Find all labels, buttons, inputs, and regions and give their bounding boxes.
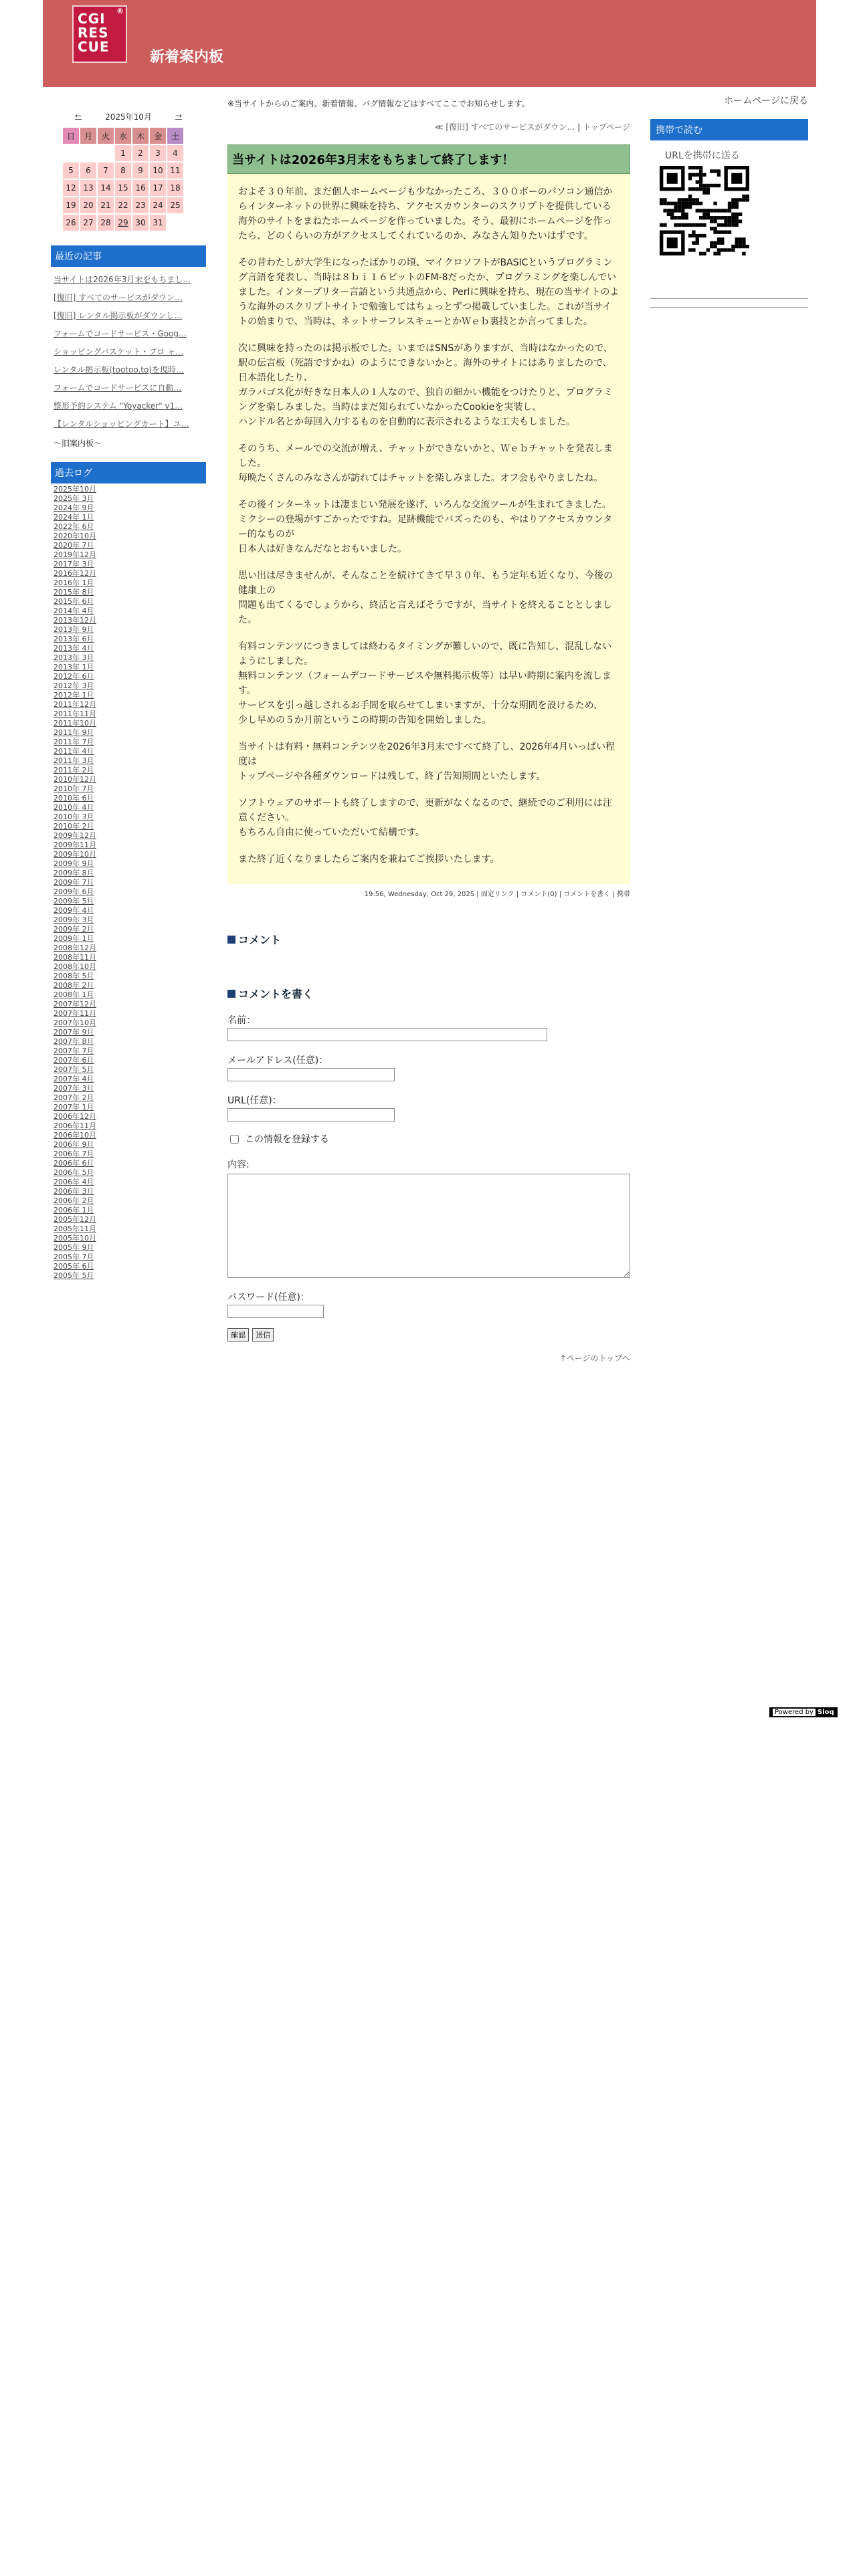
nav-separator: | (577, 122, 581, 132)
archive-month-link[interactable]: 2020年10月 (54, 532, 96, 540)
archive-month-link[interactable]: 2005年 7月 (54, 1253, 94, 1261)
archive-month-link[interactable]: 2007年 1月 (54, 1103, 94, 1111)
archive-month-link[interactable]: 2016年 1月 (54, 578, 94, 587)
archive-month-link[interactable]: 2008年11月 (54, 953, 96, 962)
comments-link[interactable]: コメント(0) (520, 891, 557, 898)
archive-month-link[interactable]: 2013年 1月 (54, 663, 94, 671)
archive-month-link[interactable]: 2007年12月 (54, 1000, 96, 1008)
archive-month-link[interactable]: 2013年 3月 (54, 653, 94, 662)
archive-title: 過去ログ (51, 462, 206, 484)
archive-month-link[interactable]: 2011年 2月 (54, 766, 94, 774)
calendar-day: 14 (98, 180, 114, 196)
recent-entry-link[interactable]: 整形予約システム "Yoyacker" v1… (54, 401, 183, 411)
archive-month-link[interactable]: 2007年 9月 (54, 1028, 94, 1037)
entry-paragraph: 当サイトは有料・無料コンテンツを2026年3月末ですべて終了し、2026年4月いっぱい程度は トップページや各種ダウンロードは残して、終了告知期間といたします。 (238, 742, 615, 782)
mail-label: メールアドレス(任意)： (227, 1055, 328, 1066)
remember-label: この情報を登録する (245, 1134, 329, 1145)
archive-month-link[interactable]: 2013年 9月 (54, 625, 94, 634)
prev-entry-link[interactable]: ≪ [復旧] すべてのサービスがダウン… (435, 122, 575, 132)
archive-month-link[interactable]: 2014年 4月 (54, 607, 94, 615)
site-notice: ※当サイトからのご案内、新着情報、バグ情報などはすべてここでお知らせします。 (227, 99, 530, 108)
entry-paragraph: 次に興味を持ったのは掲示板でした。いまではSNSがありますが、当時はなかったので、 駅の伝言板（死語ですかね）のようにできないかと。海外のサイトにはありましたので、日本語化したり、 ガラパゴス化が好きな日本人の１人なので、独自の細かい機能をつけたりと、プログラミングを楽しみました。当時はまだ知られていなかったCookieを実装し、 ハンドル名とか毎回入力するものを自動的に表示されるような工夫もしました。 (238, 343, 613, 427)
archive-month-link[interactable]: 2010年 7月 (54, 784, 94, 793)
permalink[interactable]: 固定リンク (480, 891, 514, 898)
calendar-day: 7 (98, 163, 114, 179)
archive-month-link[interactable]: 2011年11月 (54, 710, 96, 718)
archive-month-link[interactable]: 2009年 6月 (54, 887, 94, 896)
calendar-day (98, 145, 114, 161)
left-sidebar (51, 111, 206, 1282)
recent-entry-link[interactable]: [復旧] レンタル掲示板がダウンし… (54, 311, 183, 320)
calendar-day: 28 (98, 215, 114, 231)
calendar-day: 13 (80, 180, 96, 196)
calendar-day: 21 (98, 197, 114, 213)
write-heading-text: コメントを書く (238, 988, 314, 1000)
archive-month-link[interactable]: 2007年 2月 (54, 1093, 94, 1102)
entry-paragraph: およそ３０年前、まだ個人ホームページも少なかったころ、３００ボーのパソコン通信からインターネットの世界に興味を持ち、アクセスカウンターのスクリプトを提供している海外のサイトをまねたホームページを作っていました。そう、最初にホームページを作ったら、どのくらいの方がアクセスしてくれているのか、みなさん知りたいはずです。 (238, 187, 613, 241)
archive-month-link[interactable]: 2020年 7月 (54, 541, 94, 550)
archive-month-link[interactable]: 2009年11月 (54, 841, 96, 849)
archive-month-link[interactable]: 2019年12月 (54, 550, 96, 559)
archive-month-link[interactable]: 2013年 6月 (54, 635, 94, 643)
archive-month-link[interactable]: 2006年 5月 (54, 1168, 94, 1177)
archive-month-link[interactable]: 2024年 1月 (54, 513, 94, 522)
archive-month-link[interactable]: 2022年 6月 (54, 522, 94, 531)
archive-month-link[interactable]: 2012年 3月 (54, 681, 94, 690)
archive-month-link[interactable]: 2010年 4月 (54, 803, 94, 812)
archive-month-link[interactable]: 2008年 1月 (54, 990, 94, 999)
archive-month-link[interactable]: 2008年12月 (54, 944, 96, 952)
write-comment-heading (227, 986, 630, 1001)
comment-heading (227, 932, 630, 947)
calendar-day: 22 (115, 197, 131, 213)
recent-entry-link[interactable]: フォームでコードサービス・Goog… (54, 329, 187, 338)
archive-month-link[interactable]: 2010年12月 (54, 775, 96, 784)
recent-entry-link[interactable]: 【レンタルショッピングカート】ユ… (54, 419, 189, 429)
calendar-next-link[interactable]: → (175, 111, 182, 120)
divider (650, 307, 808, 308)
weekday-header: 金 (150, 128, 166, 144)
archive-month-link[interactable]: 2017年 3月 (54, 560, 94, 568)
entry-paragraph: また終了近くなりましたらご案内を兼ねてご挨拶いたします。 (238, 854, 500, 865)
archive-month-link[interactable]: 2013年 4月 (54, 644, 94, 653)
comment-textarea[interactable] (227, 1174, 630, 1278)
calendar-day: 6 (80, 163, 96, 179)
entry-paragraph: ソフトウェアのサポートも終了しますので、更新がなくなるので、継続でのご利用には注意ください。 もちろん自由に使っていただいて結構です。 (238, 798, 612, 838)
calendar-day: 3 (150, 145, 166, 161)
archive-month-link[interactable]: 2011年 3月 (54, 756, 94, 765)
mobile-link[interactable]: 携帯 (617, 891, 630, 898)
calendar-day: 18 (167, 180, 183, 196)
archive-month-link[interactable]: 2015年 8月 (54, 588, 94, 597)
recent-entry-link[interactable]: ショッピングバスケット・プロ ャ… (54, 347, 184, 356)
entry-paragraph: その後インターネットは凄まじい発展を遂げ、いろんな交流ツールが生まれてきました。 ミクシーの登場がすごかったですね。足跡機能でバズったのも、やはりアクセスカウンター的なものが 日本人は好きなんだなとおもいました。 (238, 500, 613, 554)
right-sidebar (650, 94, 808, 308)
archive-month-link[interactable]: 2006年 7月 (54, 1150, 94, 1158)
archive-month-link[interactable]: 2011年12月 (54, 700, 96, 709)
weekday-header: 木 (132, 128, 149, 144)
calendar-day: 10 (150, 163, 166, 179)
entry-time: 19:56, Wednesday, Oct 29, 2025 (364, 891, 475, 898)
archive-month-link[interactable]: 2009年 9月 (54, 859, 94, 868)
comment-form (227, 1013, 630, 1341)
divider (650, 298, 808, 299)
powered-by-badge[interactable] (769, 1707, 838, 1717)
url-label: URL(任意)： (227, 1095, 282, 1106)
archive-month-link[interactable]: 2012年 1月 (54, 691, 94, 700)
entry-paragraph: その昔わたしが大学生になったばかりの頃、マイクロソフトがBASICというプログラミング言語を発表し、当時は８ｂｉ１６ビットのFM-8だったか、プログラミングを楽しんでいました。インタープリター言語という共通点から、Perlに興味を持ち、現在の当サイトのような海外のスクリプトサイトで勉強してはちょっとずつ掲載していました。これが当サイトの始まりで、当時は、ネットサーフレスキューとかＷｅｂ裏技とか言ってました。 (238, 257, 619, 327)
weekday-header: 火 (98, 128, 114, 144)
square-icon (227, 990, 235, 998)
write-comment-link[interactable]: コメントを書く (563, 891, 611, 898)
weekday-header: 土 (167, 128, 183, 144)
calendar-day: 24 (150, 197, 166, 213)
archive-month-link[interactable]: 2008年 2月 (54, 981, 94, 990)
weekday-header: 月 (80, 128, 96, 144)
calendar-day: 12 (63, 180, 79, 196)
archive-month-link[interactable]: 2009年12月 (54, 831, 96, 840)
archive-month-link[interactable]: 2007年11月 (54, 1009, 96, 1018)
archive-month-link[interactable]: 2006年10月 (54, 1131, 96, 1140)
home-link[interactable]: ホームページに戻る (724, 96, 808, 106)
archive-month-link[interactable]: 2009年 7月 (54, 878, 94, 887)
page-top-link[interactable]: ↑ページのトップへ (559, 1354, 630, 1363)
password-field[interactable] (227, 1305, 324, 1318)
archive-month-link[interactable]: 2011年10月 (54, 719, 96, 728)
main-content (227, 98, 630, 1364)
archive-month-link[interactable]: 2007年 8月 (54, 1037, 94, 1046)
calendar-day: 31 (150, 215, 166, 231)
archive-month-link[interactable]: 2006年 3月 (54, 1187, 94, 1196)
archive-month-link[interactable]: 2007年 3月 (54, 1084, 94, 1093)
archive-month-link[interactable]: 2009年 5月 (54, 897, 94, 905)
weekday-header: 日 (63, 128, 79, 144)
calendar-day: 20 (80, 197, 96, 213)
calendar-day: 27 (80, 215, 96, 231)
archive-month-link[interactable]: 2006年 6月 (54, 1159, 94, 1168)
calendar-day: 19 (63, 197, 79, 213)
password-label: パスワード(任意)： (227, 1292, 310, 1303)
site-header (43, 0, 816, 87)
archive-month-link[interactable]: 2005年12月 (54, 1215, 96, 1224)
content-label: 内容: (227, 1160, 250, 1170)
page-top-row (227, 1352, 630, 1364)
recent-entry-link[interactable]: 当サイトは2026年3月末をもちまし… (54, 275, 191, 284)
calendar-day: 5 (63, 163, 79, 179)
archive-month-link[interactable]: 2005年10月 (54, 1234, 96, 1243)
archive-month-link[interactable]: 2009年 1月 (54, 934, 94, 943)
entry-paragraph: そのうち、メールでの交流が増え、チャットができないかと、Ｗｅｂチャットを発表しました。 毎晩たくさんのみなさんが訪れてはチャットを楽しみました。オフ会もやりましたね。 (238, 443, 613, 484)
calendar-day: 2 (132, 145, 149, 161)
calendar-title: 2025年10月 (105, 112, 152, 122)
calendar (62, 126, 185, 232)
archive-month-link[interactable]: 2011年 7月 (54, 738, 94, 746)
entry-footer: 19:56, Wednesday, Oct 29, 2025 | 固定リンク | コメント(0) | コメントを書く | 携帯 (364, 891, 630, 898)
archive-month-link[interactable]: 2007年 5月 (54, 1065, 94, 1074)
weekday-header: 水 (115, 128, 131, 144)
send-url-link[interactable]: URLを携帯に送る (665, 150, 740, 161)
archive-month-link[interactable]: 2011年 9月 (54, 728, 94, 737)
archive-month-link[interactable]: 2006年 1月 (54, 1206, 94, 1214)
calendar-prev-link[interactable]: ← (75, 111, 82, 120)
archive-month-link[interactable]: 2009年 2月 (54, 925, 94, 934)
remember-row (227, 1132, 630, 1146)
registered-mark: ® (116, 7, 124, 15)
send-button[interactable]: 送信 (252, 1328, 274, 1341)
email-field[interactable] (227, 1068, 395, 1081)
entry-nav (227, 121, 630, 132)
archive-month-link[interactable]: 2010年 3月 (54, 813, 94, 821)
home-link-row (650, 94, 808, 107)
logo[interactable] (72, 5, 127, 63)
form-buttons (227, 1327, 630, 1341)
calendar-day: 25 (167, 197, 183, 213)
archive-month-link[interactable]: 2006年 4月 (54, 1178, 94, 1186)
calendar-day: 15 (115, 180, 131, 196)
calendar-day: 30 (132, 215, 149, 231)
entry-paragraph: 思い出は尽きませんが、そんなことを続けてきて早３０年、もう定年も近くなり、今後の健康上の 問題も出てくるでしょうから、終活と言えばそうですが、当サイトを終えることとしました。 (238, 570, 613, 625)
archive-month-link[interactable]: 2005年 9月 (54, 1243, 94, 1252)
logo-text: CGI RES CUE (78, 11, 110, 55)
archive-month-link[interactable]: 2009年 4月 (54, 906, 94, 915)
archive-month-link[interactable]: 2009年 8月 (54, 869, 94, 877)
qr-code-icon (660, 166, 749, 255)
entry-paragraph: 有料コンテンツにつきましては終わるタイミングが難しいので、既に告知し、混乱しないようにしました。 無料コンテンツ（フォームデコードサービスや無料掲示板等）は早い時期に案内を流します。 サービスを引っ越しされるお手間を取らせてしまいますが、十分な期間を設けるため、 少し早めの５か月前というこの時期の告知を開始しました。 (238, 641, 612, 726)
archive-month-link[interactable]: 2010年 6月 (54, 794, 94, 802)
archive-month-link[interactable]: 2007年 7月 (54, 1047, 94, 1055)
calendar-day: 9 (132, 163, 149, 179)
mobile-title: 携帯で読む (650, 119, 808, 140)
recent-title: 最近の記事 (51, 245, 206, 267)
recent-entry-link[interactable]: レンタル掲示板(tootoo.to)を現時… (54, 365, 185, 374)
archive-month-link[interactable]: 2011年 4月 (54, 747, 94, 756)
archive-list (51, 486, 206, 1279)
comment-heading-text: コメント (238, 934, 282, 946)
archive-month-link[interactable]: 2005年11月 (54, 1224, 96, 1233)
calendar-day: 23 (132, 197, 149, 213)
archive-month-link[interactable]: 2006年 9月 (54, 1140, 94, 1149)
old-board-link[interactable]: 〜旧案内板〜 (54, 439, 102, 448)
archive-month-link[interactable]: 2016年12月 (54, 569, 96, 578)
powered-label: Powered by (773, 1709, 816, 1716)
calendar-day (80, 145, 96, 161)
calendar-day: 8 (115, 163, 131, 179)
archive-month-link[interactable]: 2010年 2月 (54, 822, 94, 831)
entry-body (227, 174, 630, 884)
calendar-day: 1 (115, 145, 131, 161)
site-title: 新着案内板 (150, 49, 224, 66)
archive-month-link[interactable]: 2006年11月 (54, 1121, 96, 1130)
archive-month-link[interactable]: 2025年10月 (54, 485, 96, 494)
archive-month-link[interactable]: 2007年10月 (54, 1018, 96, 1027)
calendar-nav (51, 111, 206, 122)
archive-month-link[interactable]: 2013年12月 (54, 616, 96, 625)
powered-brand: Sloq (817, 1709, 834, 1716)
archive-month-link[interactable]: 2005年 6月 (54, 1262, 94, 1271)
archive-month-link[interactable]: 2007年 4月 (54, 1075, 94, 1083)
entry-title: 当サイトは2026年3月末をもちまして終了します！ (227, 144, 630, 174)
archive-month-link[interactable]: 2025年 3月 (54, 494, 94, 503)
archive-month-link[interactable]: 2008年10月 (54, 962, 96, 971)
calendar-day: 4 (167, 145, 183, 161)
archive-month-link[interactable]: 2006年12月 (54, 1112, 96, 1121)
remember-checkbox[interactable] (230, 1135, 239, 1144)
calendar-day: 16 (132, 180, 149, 196)
archive-month-link[interactable]: 2024年 9月 (54, 504, 94, 512)
top-page-link[interactable]: トップページ (583, 122, 630, 132)
calendar-day (167, 215, 183, 231)
url-field[interactable] (227, 1108, 395, 1121)
send-url-row (665, 148, 793, 162)
archive-month-link[interactable]: 2006年 2月 (54, 1196, 94, 1205)
name-field[interactable] (227, 1028, 547, 1041)
confirm-button[interactable]: 確認 (227, 1328, 249, 1341)
square-icon (227, 936, 235, 944)
archive-month-link[interactable]: 2015年 6月 (54, 597, 94, 606)
calendar-day: 11 (167, 163, 183, 179)
name-label: 名前： (227, 1015, 256, 1026)
calendar-day (63, 145, 79, 161)
archive-month-link[interactable]: 2012年 6月 (54, 672, 94, 681)
calendar-day[interactable]: 29 (115, 215, 131, 231)
recent-list (51, 274, 206, 429)
archive-month-link[interactable]: 2008年 5月 (54, 972, 94, 980)
calendar-day: 17 (150, 180, 166, 196)
archive-month-link[interactable]: 2007年 6月 (54, 1056, 94, 1065)
archive-month-link[interactable]: 2009年10月 (54, 850, 96, 859)
recent-entry-link[interactable]: フォームでコードサービスに自動… (54, 383, 182, 393)
archive-month-link[interactable]: 2009年 3月 (54, 916, 94, 924)
recent-entry-link[interactable]: [復旧] すべてのサービスがダウン… (54, 293, 183, 302)
archive-month-link[interactable]: 2005年 5月 (54, 1271, 94, 1280)
calendar-day: 26 (63, 215, 79, 231)
